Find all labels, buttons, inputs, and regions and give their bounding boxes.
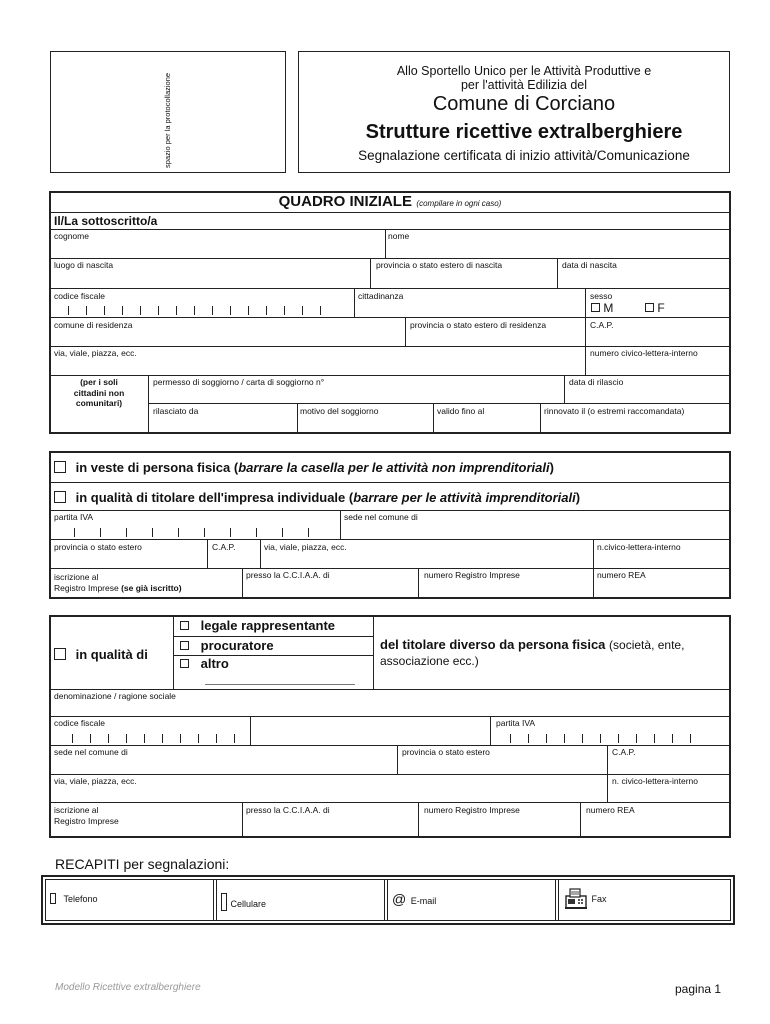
- sesso-label: sesso: [590, 291, 613, 301]
- impresa-individuale-checkbox[interactable]: [54, 491, 66, 503]
- numero-civico-field[interactable]: numero civico-lettera-interno: [590, 348, 698, 358]
- numero-registro-field[interactable]: numero Registro Imprese: [424, 570, 520, 580]
- in-qualita-option[interactable]: in qualità di: [54, 647, 148, 662]
- numero-rea-societa-field[interactable]: numero REA: [586, 805, 635, 815]
- fax-cell[interactable]: Fax: [563, 886, 607, 912]
- persona-fisica-option[interactable]: in veste di persona fisica (barrare la casella per le attività non imprenditoriali): [54, 460, 554, 475]
- iscrizione-registro-label: iscrizione al Registro Imprese (se già iscritto): [54, 572, 182, 593]
- permesso-field[interactable]: permesso di soggiorno / carta di soggiorno n°: [153, 377, 325, 387]
- luogo-nascita-field[interactable]: luogo di nascita: [54, 260, 114, 270]
- via-field[interactable]: via, viale, piazza, ecc.: [264, 542, 347, 552]
- subject-label: Il/La sottoscritto/a: [54, 214, 158, 228]
- role-procuratore-option[interactable]: procuratore: [180, 638, 274, 653]
- partita-iva-societa-field[interactable]: partita IVA: [496, 718, 536, 728]
- provincia-residenza-field[interactable]: provincia o stato estero di residenza: [410, 320, 547, 330]
- numero-registro-societa-field[interactable]: numero Registro Imprese: [424, 805, 520, 815]
- sesso-f-option[interactable]: F: [645, 301, 665, 315]
- recipient-line-2: per l'attività Edilizia del: [460, 78, 588, 92]
- role-altro-checkbox[interactable]: [180, 659, 189, 668]
- municipality-name: Comune di Corciano: [432, 93, 616, 115]
- telefono-cell[interactable]: Telefono: [50, 893, 98, 904]
- cap-societa-field[interactable]: C.A.P.: [612, 747, 636, 757]
- cellulare-cell[interactable]: Cellulare: [221, 893, 266, 911]
- provincia-estero-field[interactable]: provincia o stato estero: [54, 542, 142, 552]
- valido-fino-field[interactable]: valido fino al: [437, 406, 485, 416]
- civico-field[interactable]: n.civico-lettera-interno: [597, 542, 681, 552]
- role-procuratore-checkbox[interactable]: [180, 641, 189, 650]
- role-legale-checkbox[interactable]: [180, 621, 189, 630]
- numero-rea-field[interactable]: numero REA: [597, 570, 646, 580]
- data-nascita-field[interactable]: data di nascita: [562, 260, 617, 270]
- denominazione-field[interactable]: denominazione / ragione sociale: [54, 691, 176, 701]
- provincia-nascita-field[interactable]: provincia o stato estero di nascita: [376, 260, 503, 270]
- rinnovato-field[interactable]: rinnovato il (o estremi raccomandata): [544, 406, 685, 416]
- via-residenza-field[interactable]: via, viale, piazza, ecc.: [54, 348, 137, 358]
- rilasciato-da-field[interactable]: rilasciato da: [153, 406, 199, 416]
- cognome-field[interactable]: cognome: [54, 231, 89, 241]
- codice-fiscale-field[interactable]: codice fiscale: [54, 291, 106, 301]
- role-legale-option[interactable]: legale rappresentante: [180, 618, 335, 633]
- motivo-soggiorno-field[interactable]: motivo del soggiorno: [300, 406, 379, 416]
- iscrizione-societa-label: iscrizione al Registro Imprese: [54, 805, 119, 826]
- presso-cciaa-societa-field[interactable]: presso la C.C.I.A.A. di: [246, 805, 330, 815]
- form-title: Strutture ricettive extralberghiere: [365, 121, 683, 143]
- email-cell[interactable]: @ E-mail: [392, 891, 437, 907]
- sesso-f-checkbox[interactable]: [645, 303, 654, 312]
- nome-field[interactable]: nome: [388, 231, 410, 241]
- sesso-m-checkbox[interactable]: [591, 303, 600, 312]
- altro-input-line[interactable]: [205, 684, 355, 685]
- titolare-diverso-label: del titolare diverso da persona fisica (società, ente, associazione ecc.): [380, 637, 685, 668]
- form-subtitle: Segnalazione certificata di inizio attività/Comunicazione: [358, 148, 690, 163]
- presso-cciaa-field[interactable]: presso la C.C.I.A.A. di: [246, 570, 330, 580]
- recapiti-title: RECAPITI per segnalazioni:: [55, 856, 230, 872]
- cittadinanza-field[interactable]: cittadinanza: [358, 291, 404, 301]
- cellulare-icon: [221, 893, 227, 911]
- recipient-line-1: Allo Sportello Unico per le Attività Produttive e: [396, 64, 652, 78]
- in-qualita-checkbox[interactable]: [54, 648, 66, 660]
- sesso-m-option[interactable]: M: [591, 301, 613, 315]
- civico-societa-field[interactable]: n. civico-lettera-interno: [612, 776, 698, 786]
- via-societa-field[interactable]: via, viale, piazza, ecc.: [54, 776, 137, 786]
- cap-residenza-field[interactable]: C.A.P.: [590, 320, 614, 330]
- page-number: pagina 1: [675, 982, 722, 996]
- impresa-individuale-option[interactable]: in qualità di titolare dell'impresa individuale (barrare per le attività imprenditoriali): [54, 490, 580, 505]
- role-altro-option[interactable]: altro: [180, 656, 229, 671]
- partita-iva-field[interactable]: partita IVA: [54, 512, 94, 522]
- codice-fiscale-societa-field[interactable]: codice fiscale: [54, 718, 106, 728]
- persona-fisica-checkbox[interactable]: [54, 461, 66, 473]
- email-icon: @: [392, 891, 407, 907]
- sede-comune-field[interactable]: sede nel comune di: [344, 512, 418, 522]
- provincia-societa-field[interactable]: provincia o stato estero: [402, 747, 490, 757]
- quadro-title: QUADRO INIZIALE (compilare in ogni caso): [278, 193, 502, 210]
- foreign-citizens-note: (per i soli cittadini non comunitari): [73, 377, 125, 408]
- fax-icon: [563, 886, 589, 912]
- comune-residenza-field[interactable]: comune di residenza: [54, 320, 133, 330]
- telefono-icon: [50, 893, 56, 904]
- data-rilascio-field[interactable]: data di rilascio: [569, 377, 624, 387]
- footer-model: Modello Ricettive extralberghiere: [55, 982, 201, 993]
- cap-field[interactable]: C.A.P.: [212, 542, 236, 552]
- sede-comune-societa-field[interactable]: sede nel comune di: [54, 747, 128, 757]
